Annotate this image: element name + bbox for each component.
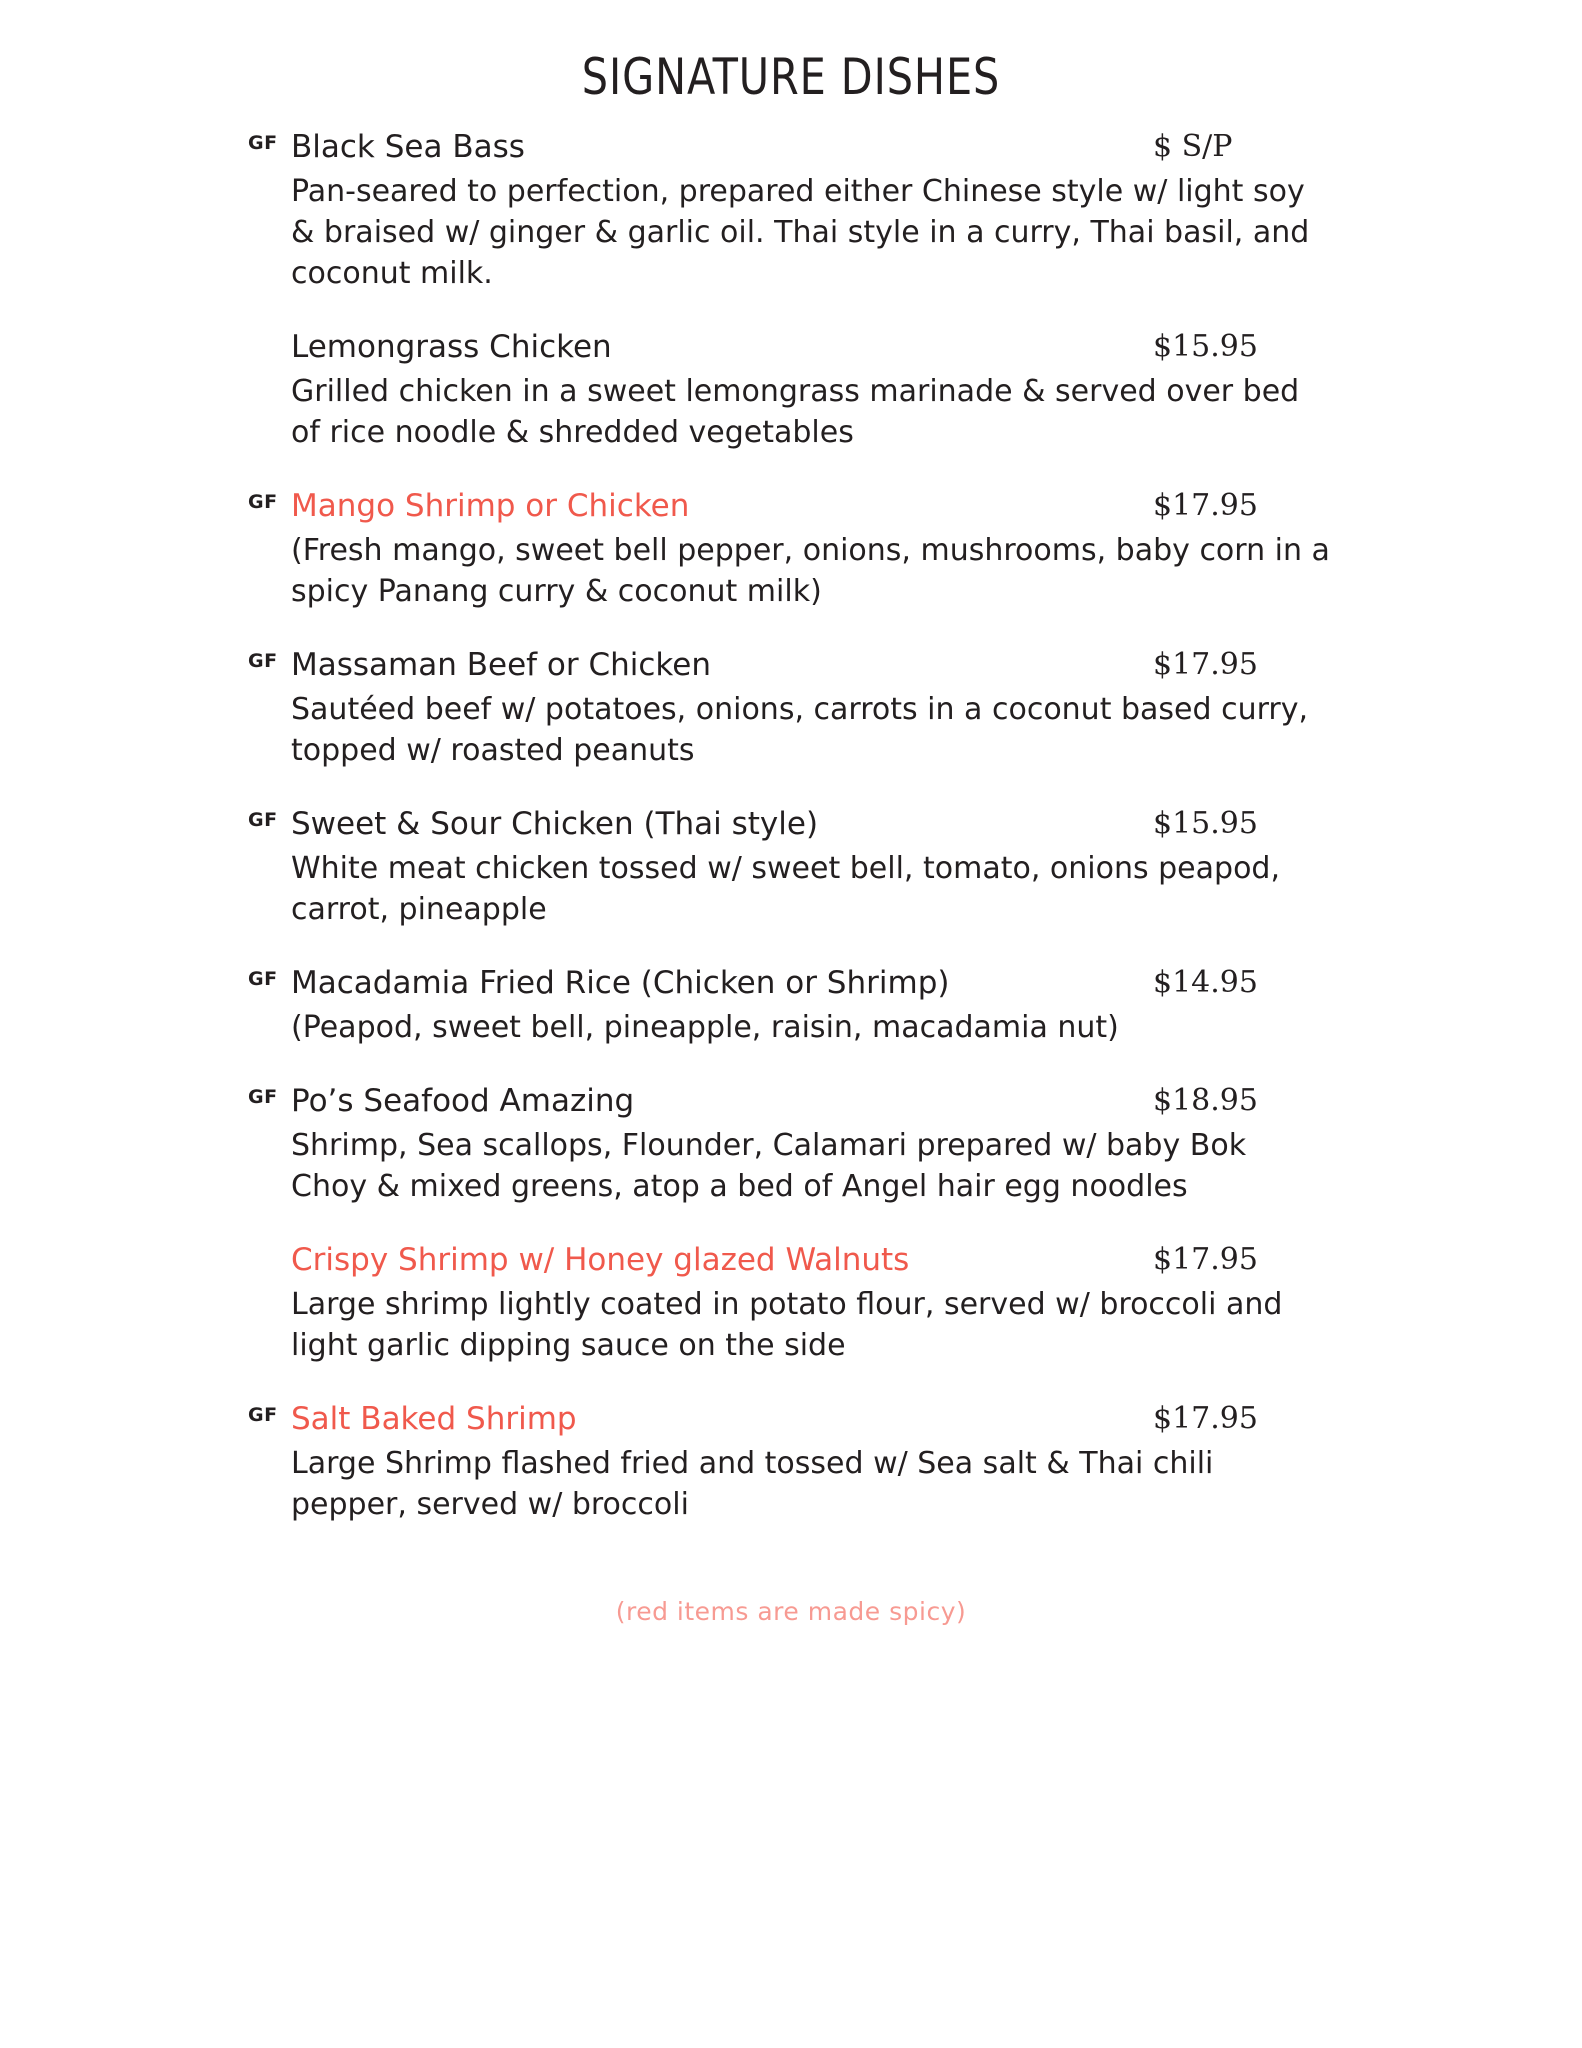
- menu-items-list: [141, 128, 1441, 1525]
- menu-item-headline: [248, 487, 1441, 529]
- menu-item-name: Massaman Beef or Chicken: [291, 647, 711, 683]
- menu-item-description: White meat chicken tossed w/ sweet bell, tomato, onions peapod, carrot, pineapple: [291, 851, 1281, 927]
- menu-item-headline: [248, 646, 1441, 688]
- menu-item-description: Large shrimp lightly coated in potato flour, served w/ broccoli and light garlic dipping sauce on the side: [291, 1287, 1283, 1363]
- gluten-free-badge: GF: [248, 132, 278, 154]
- menu-item-headline: [248, 964, 1441, 1006]
- gluten-free-badge: GF: [248, 1404, 278, 1426]
- menu-item-headline: [291, 1241, 1441, 1283]
- menu-item: [248, 646, 1441, 771]
- menu-item-price: $18.95: [1153, 1083, 1258, 1118]
- menu-item-description: Grilled chicken in a sweet lemongrass marinade & served over bed of rice noodle & shredded vegetables: [291, 374, 1300, 450]
- menu-item: [248, 805, 1441, 930]
- menu-item-price: $17.95: [1153, 1401, 1258, 1436]
- menu-item-description: Shrimp, Sea scallops, Flounder, Calamari prepared w/ baby Bok Choy & mixed greens, atop a bed of Angel hair egg noodles: [291, 1128, 1247, 1204]
- menu-item-price: $17.95: [1153, 1242, 1258, 1277]
- menu-item-price: $17.95: [1153, 488, 1258, 523]
- page-title: SIGNATURE DISHES: [581, 48, 1001, 106]
- gluten-free-badge: GF: [248, 809, 278, 831]
- menu-item-name: Black Sea Bass: [291, 129, 525, 165]
- menu-item: [248, 487, 1441, 612]
- menu-item: [291, 328, 1441, 453]
- menu-item-name: Lemongrass Chicken: [291, 329, 612, 365]
- menu-item-headline: [248, 1400, 1441, 1442]
- menu-item-description: (Peapod, sweet bell, pineapple, raisin, macadamia nut): [291, 1010, 1119, 1045]
- menu-item-description: Pan-seared to perfection, prepared either Chinese style w/ light soy & braised w/ ginger & garlic oil. Thai style in a curry, Thai basil, and coconut milk.: [291, 174, 1310, 291]
- menu-item: [248, 964, 1441, 1048]
- menu-item-name: Sweet & Sour Chicken (Thai style): [291, 806, 819, 842]
- menu-item-headline: [291, 328, 1441, 370]
- menu-item-description: (Fresh mango, sweet bell pepper, onions, mushrooms, baby corn in a spicy Panang curry & coconut milk): [291, 533, 1330, 609]
- menu-item-name: Macadamia Fried Rice (Chicken or Shrimp): [291, 965, 950, 1001]
- menu-item-name: Crispy Shrimp w/ Honey glazed Walnuts: [291, 1242, 910, 1278]
- menu-item-price: $15.95: [1153, 329, 1258, 364]
- menu-item: [291, 1241, 1441, 1366]
- menu-item-description: Large Shrimp flashed fried and tossed w/ Sea salt & Thai chili pepper, served w/ broccoli: [291, 1446, 1214, 1522]
- menu-item: [248, 1400, 1441, 1525]
- menu-item-name: Mango Shrimp or Chicken: [291, 488, 690, 524]
- menu-item-price: $15.95: [1153, 806, 1258, 841]
- menu-item-name: Salt Baked Shrimp: [291, 1401, 577, 1437]
- menu-item-description: Sautéed beef w/ potatoes, onions, carrots in a coconut based curry, topped w/ roasted peanuts: [291, 692, 1309, 768]
- menu-item-price: $14.95: [1153, 965, 1258, 1000]
- menu-item: [248, 128, 1441, 294]
- menu-item-price: $ S/P: [1153, 129, 1233, 164]
- gluten-free-badge: GF: [248, 1086, 278, 1108]
- menu-item-headline: [248, 1082, 1441, 1124]
- menu-item-name: Po’s Seafood Amazing: [291, 1083, 635, 1119]
- gluten-free-badge: GF: [248, 968, 278, 990]
- menu-item-headline: [248, 128, 1441, 170]
- menu-item-price: $17.95: [1153, 647, 1258, 682]
- menu-item-headline: [248, 805, 1441, 847]
- gluten-free-badge: GF: [248, 650, 278, 672]
- spicy-footnote: (red items are made spicy): [615, 1597, 967, 1626]
- gluten-free-badge: GF: [248, 491, 278, 513]
- menu-item: [248, 1082, 1441, 1207]
